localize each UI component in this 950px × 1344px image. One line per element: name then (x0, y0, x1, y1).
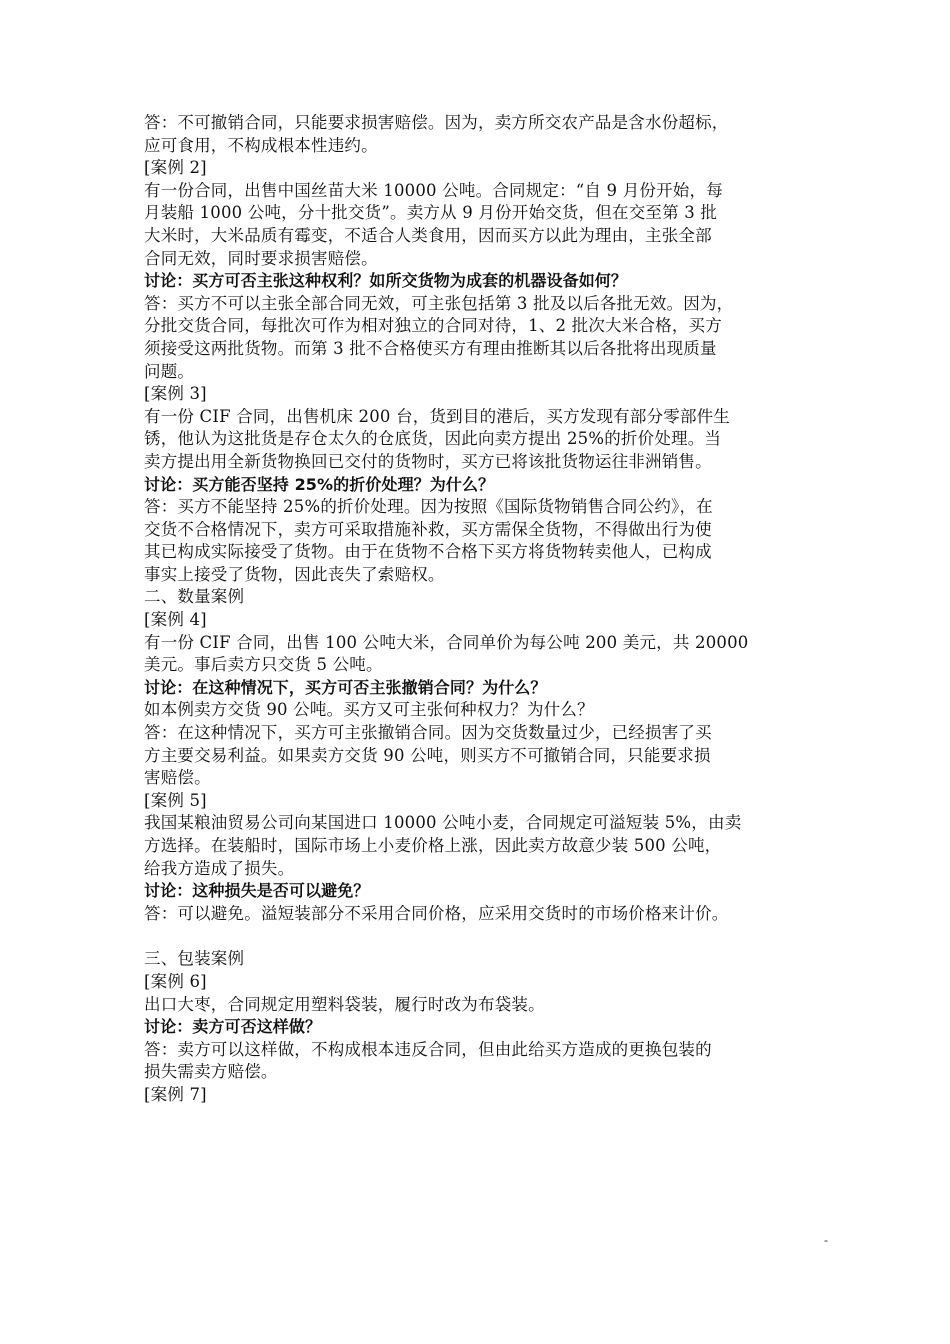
blank-line (144, 925, 812, 948)
text-line: 问题。 (144, 361, 195, 381)
text-line: 有一份 CIF 合同，出售机床 200 台，货到目的港后，买方发现有部分零部件生 (144, 406, 731, 426)
discussion-question: 讨论：卖方可否这样做？ (144, 1017, 322, 1037)
text-line: 答：卖方可以这样做，不构成根本违反合同，但由此给买方造成的更换包装的 (144, 1039, 712, 1059)
text-line: 合同无效，同时要求损害赔偿。 (144, 248, 378, 268)
text-line: 有一份 CIF 合同，出售 100 公吨大米，合同单价为每公吨 200 美元，共 20000 (144, 632, 749, 652)
text-line: 方选择。在装船时，国际市场上小麦价格上涨，因此卖方故意少装 500 公吨， (144, 836, 722, 855)
text-line: 害赔偿。 (144, 768, 211, 788)
text-line: [案例 5] (144, 790, 207, 810)
text-line: 须接受这两批货物。而第 3 批不合格使买方有理由推断其以后各批将出现质量 (144, 338, 717, 358)
text-line: 应可食用，不构成根本性违约。 (144, 135, 378, 155)
discussion-question: 讨论：在这种情况下，买方可否主张撤销合同？为什么？ (144, 677, 547, 697)
text-line: 三、包装案例 (144, 949, 245, 969)
text-line: 答：不可撤销合同，只能要求损害赔偿。因为，卖方所交农产品是含水份超标， (144, 113, 729, 132)
text-line: 答：买方不可以主张全部合同无效，可主张包括第 3 批及以后各批无效。因为， (144, 293, 734, 313)
text-line: 答：可以避免。溢短装部分不采用合同价格，应采用交货时的市场价格来计价。 (144, 903, 729, 923)
text-line: 答：买方不能坚持 25%的折价处理。因为按照《国际货物销售合同公约》，在 (144, 497, 713, 517)
text-line: 事实上接受了货物，因此丧失了索赔权。 (144, 564, 445, 584)
text-line: 有一份合同，出售中国丝苗大米 10000 公吨。合同规定：“自 9 月份开始，每 (144, 180, 723, 200)
text-line: [案例 3] (144, 384, 207, 404)
text-line: 如本例卖方交货 90 公吨。买方又可主张何种权力？为什么？ (144, 700, 594, 720)
text-line: [案例 4] (144, 610, 207, 630)
text-line: 损失需卖方赔偿。 (144, 1062, 278, 1082)
text-line: 我国某粮油贸易公司向某国进口 10000 公吨小麦，合同规定可溢短装 5%，由卖 (144, 813, 742, 833)
text-line: 答：在这种情况下，买方可主张撤销合同。因为交货数量过少，已经损害了买 (144, 723, 712, 743)
text-line: 分批交货合同，每批次可作为相对独立的合同对待，1、2 批次大米合格，买方 (144, 316, 722, 336)
text-line: [案例 6] (144, 971, 207, 991)
text-line: 方主要交易利益。如果卖方交货 90 公吨，则买方不可撤销合同，只能要求损 (144, 745, 711, 765)
text-line: 月装船 1000 公吨，分十批交货”。卖方从 9 月份开始交货，但在交至第 3 批 (144, 203, 718, 223)
text-line: 大米时，大米品质有霉变，不适合人类食用，因而买方以此为理由，主张全部 (144, 225, 712, 245)
text-line: 二、数量案例 (144, 587, 245, 607)
text-line: 卖方提出用全新货物换回已交付的货物时，买方已将该批货物运往非洲销售。 (144, 451, 712, 471)
discussion-question: 讨论：买方能否坚持 25%的折价处理？为什么？ (144, 474, 495, 494)
text-line: 美元。事后卖方只交货 5 公吨。 (144, 655, 383, 675)
text-line: 其已构成实际接受了货物。由于在货物不合格下买方将货物转卖他人，已构成 (144, 542, 712, 562)
text-line: [案例 2] (144, 158, 207, 178)
discussion-question: 讨论：这种损失是否可以避免？ (144, 881, 370, 901)
text-line: 出口大枣，合同规定用塑料袋装，履行时改为布袋装。 (144, 994, 545, 1014)
discussion-question: 讨论：买方可否主张这种权利？如所交货物为成套的机器设备如何？ (144, 271, 628, 291)
document-body (144, 112, 812, 1107)
text-line: 给我方造成了损失。 (144, 858, 295, 878)
text-line: 锈，他认为这批货是存仓太久的仓底货，因此向卖方提出 25%的折价处理。当 (144, 429, 722, 449)
text-line: [案例 7] (144, 1084, 207, 1104)
text-line: 交货不合格情况下，卖方可采取措施补救，买方需保全货物，不得做出行为使 (144, 519, 712, 539)
page-footer-mark: - (824, 1233, 828, 1247)
